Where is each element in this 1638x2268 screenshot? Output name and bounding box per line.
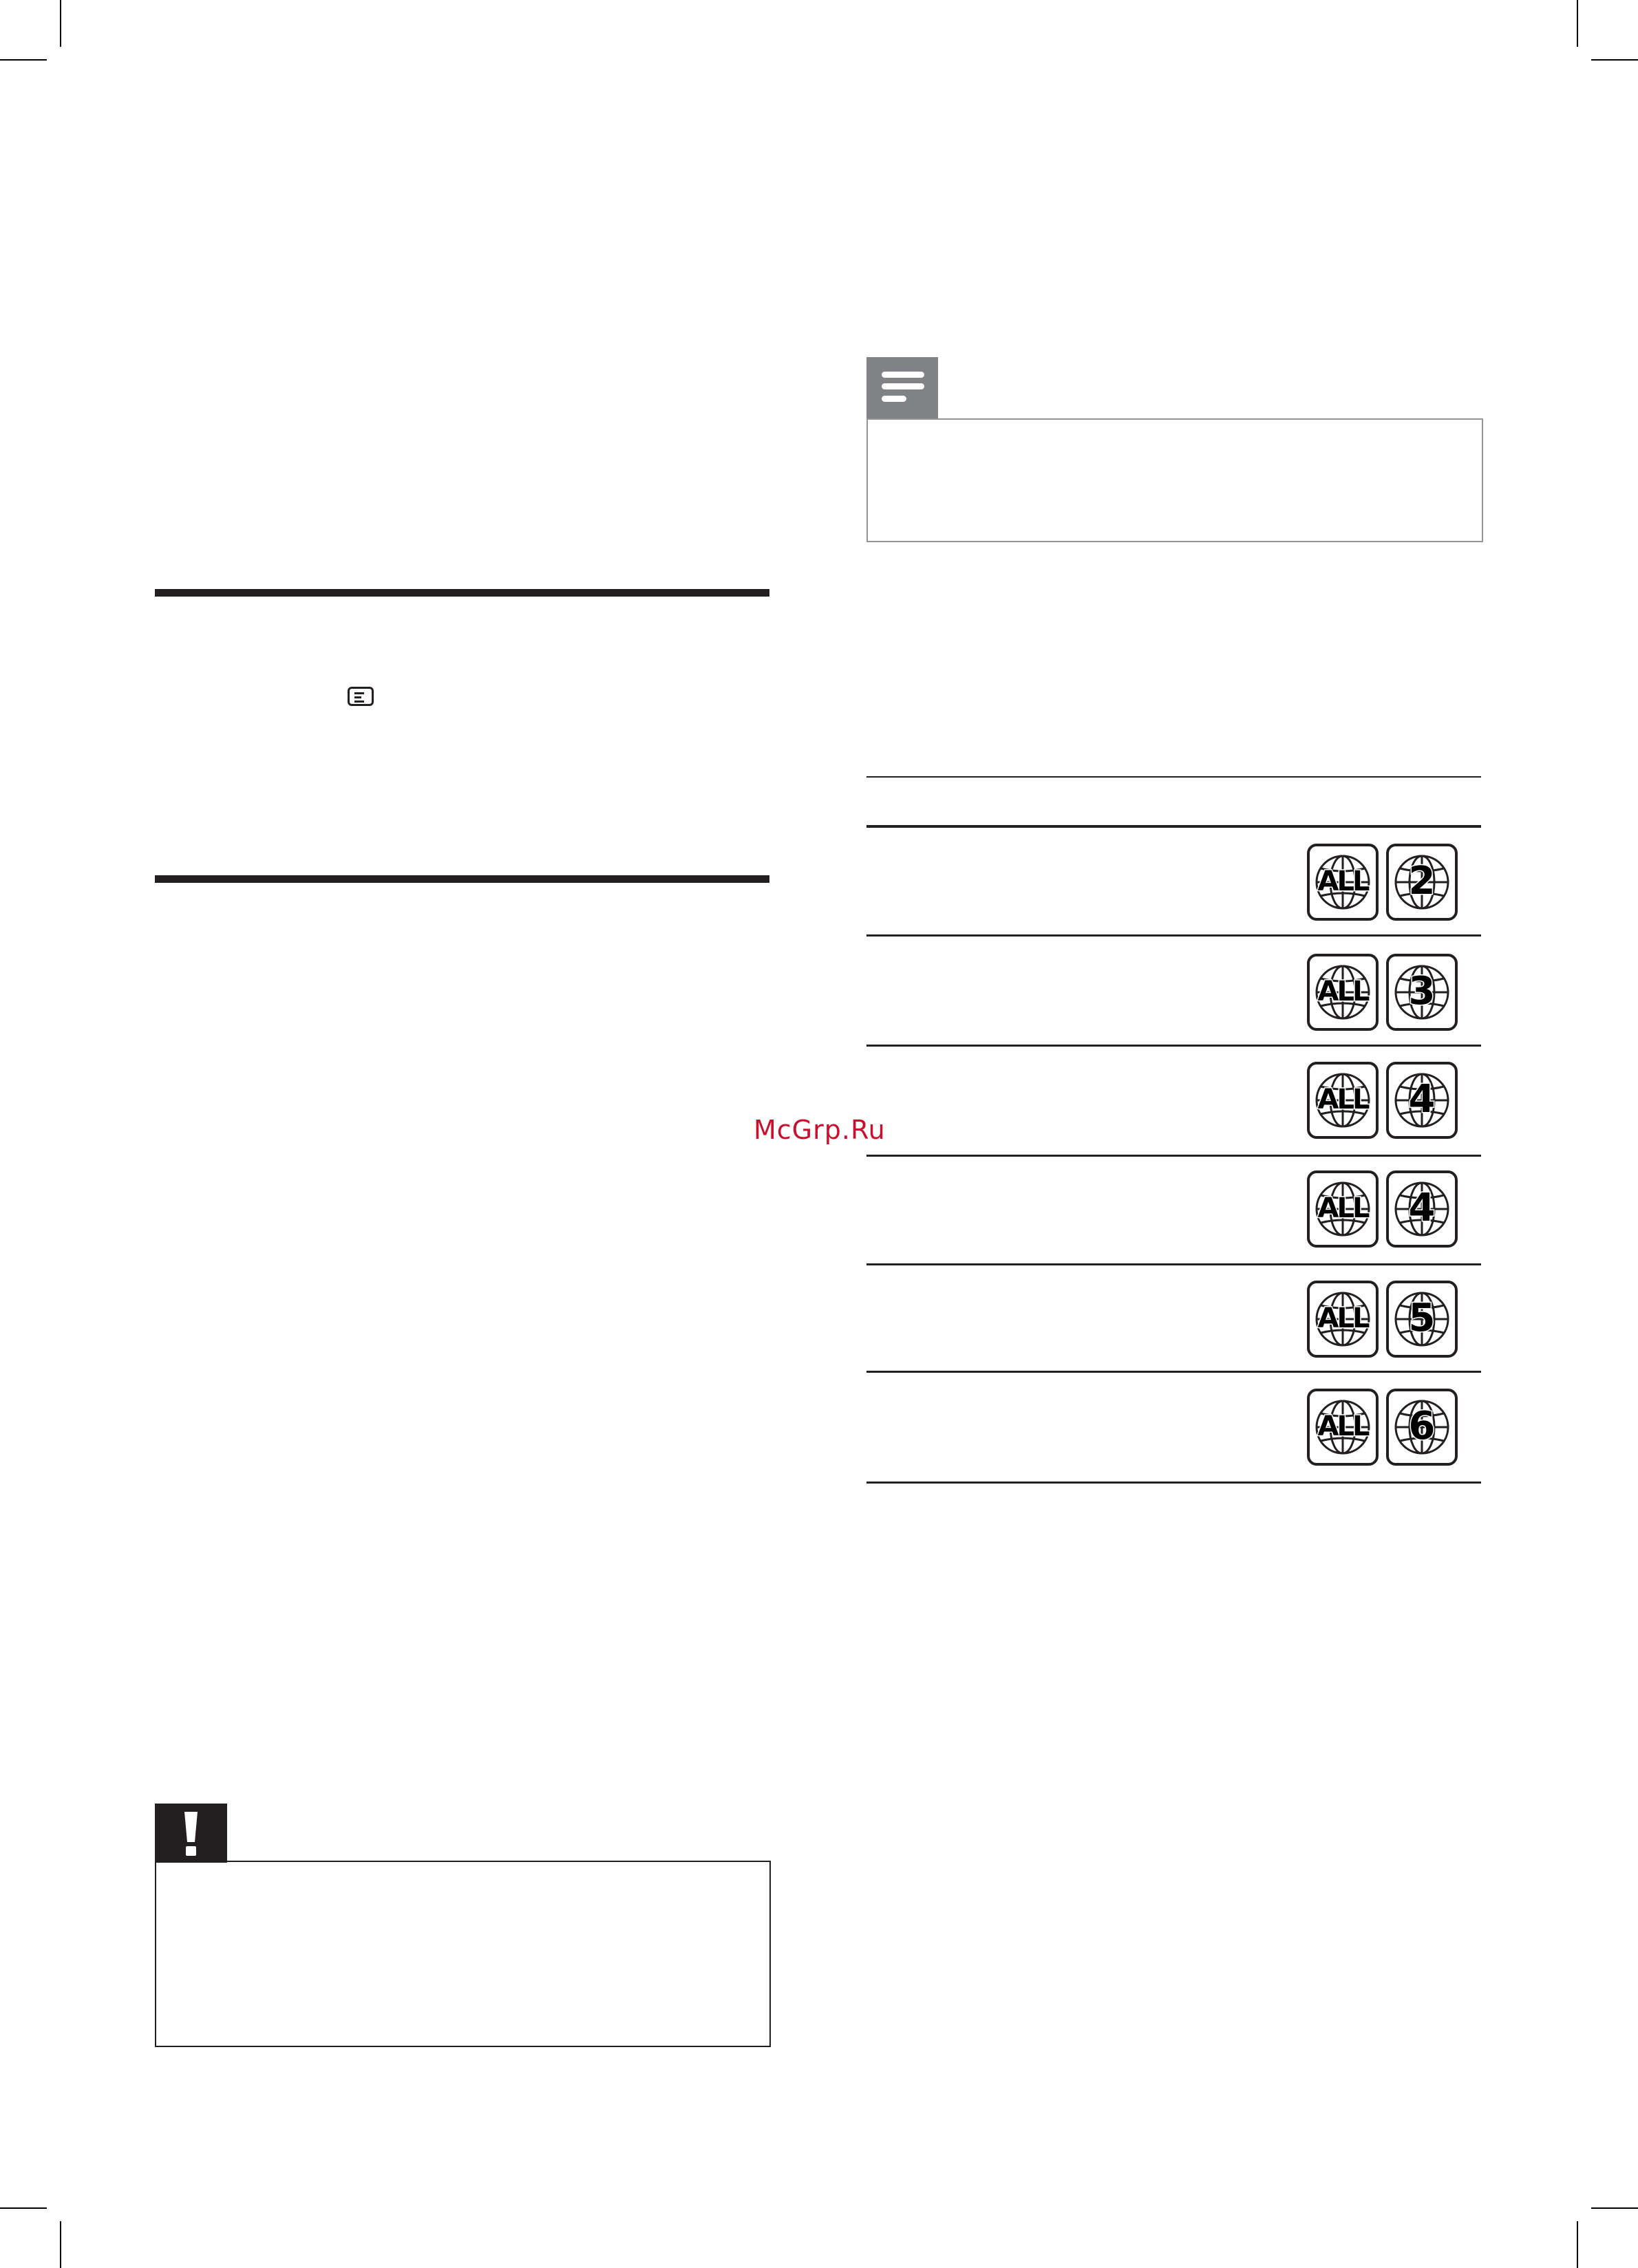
table-row-rule <box>866 1481 1481 1484</box>
note-box <box>866 418 1483 542</box>
watermark: McGrp.Ru <box>754 1115 886 1145</box>
table-row-rule <box>866 934 1481 937</box>
region-number-globe-icon <box>1386 1170 1458 1248</box>
region-all-globe-icon-label: ALL <box>1317 1303 1368 1335</box>
crop-mark <box>1591 2207 1638 2209</box>
section-rule <box>155 589 769 597</box>
region-number-globe-icon-label: 3 <box>1408 969 1436 1014</box>
table-row-rule <box>866 1155 1481 1157</box>
region-number-globe-icon-label: 5 <box>1408 1296 1436 1341</box>
region-all-globe-icon <box>1307 1062 1379 1139</box>
table-row-rule <box>866 1045 1481 1047</box>
crop-mark <box>1577 0 1578 47</box>
region-all-globe-icon <box>1307 954 1379 1031</box>
region-all-globe-icon-label: ALL <box>1317 976 1368 1008</box>
crop-mark <box>1577 2221 1578 2268</box>
crop-mark <box>0 59 47 61</box>
region-all-globe-icon <box>1307 1170 1379 1248</box>
region-number-globe-icon-label: 4 <box>1408 1077 1436 1122</box>
region-number-globe-icon-label: 2 <box>1408 859 1436 904</box>
table-row-rule <box>866 1263 1481 1265</box>
region-all-globe-icon-label: ALL <box>1317 1084 1368 1116</box>
region-all-globe-icon <box>1307 844 1379 921</box>
region-number-globe-icon <box>1386 1389 1458 1466</box>
region-all-globe-icon <box>1307 1389 1379 1466</box>
region-number-globe-icon <box>1386 844 1458 921</box>
region-number-globe-icon <box>1386 1062 1458 1139</box>
crop-mark <box>1591 59 1638 61</box>
region-all-globe-icon <box>1307 1281 1379 1358</box>
exclamation-icon <box>155 1804 227 1863</box>
crop-mark <box>0 2207 47 2209</box>
crop-mark <box>60 0 61 47</box>
region-number-globe-icon <box>1386 954 1458 1031</box>
region-number-globe-icon <box>1386 1281 1458 1358</box>
table-row-rule <box>866 1371 1481 1373</box>
crop-mark <box>60 2221 61 2268</box>
region-all-globe-icon-label: ALL <box>1317 866 1368 898</box>
menu-key-icon <box>348 687 374 706</box>
region-number-globe-icon-label: 6 <box>1408 1404 1436 1449</box>
region-number-globe-icon-label: 4 <box>1408 1186 1436 1231</box>
section-rule <box>155 875 769 883</box>
warning-box <box>155 1861 771 2047</box>
table-header-rule <box>866 825 1481 828</box>
table-header-rule <box>866 776 1481 778</box>
region-all-globe-icon-label: ALL <box>1317 1411 1368 1443</box>
region-all-globe-icon-label: ALL <box>1317 1192 1368 1225</box>
note-lines-icon <box>866 357 938 420</box>
